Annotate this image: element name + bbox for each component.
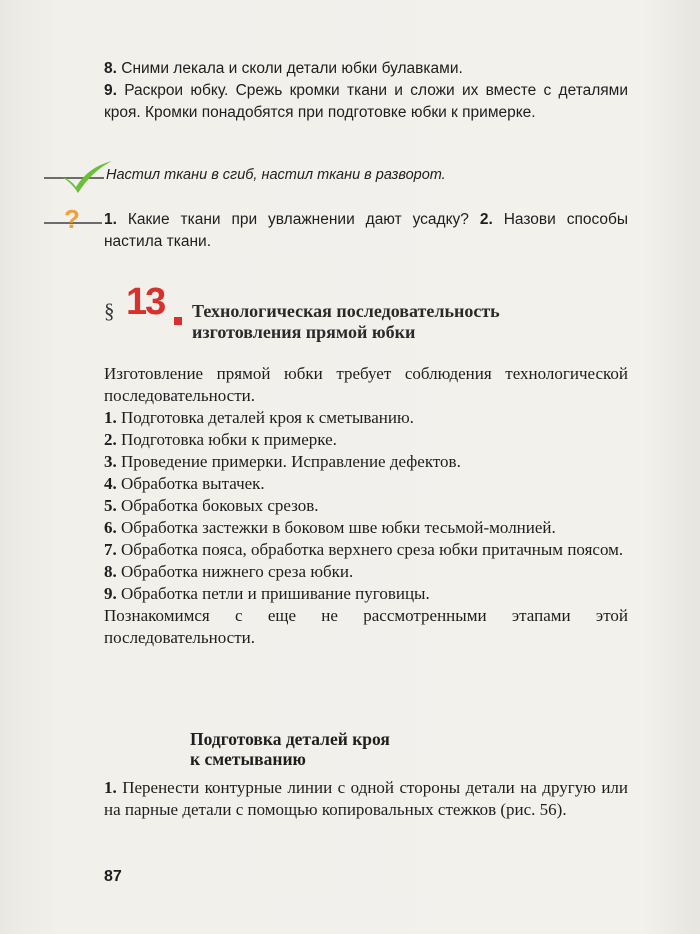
sequence-item: 5. Обработка боковых срезов. [104, 496, 319, 515]
sub-step-text: 1. Перенести контурные линии с одной стороны детали на другую или на парные детали с помощью копировальных стежков (рис. 56). [104, 778, 629, 819]
questions-text: 1. Какие ткани при увлажнении дают усадку? 2. Назови способы настила ткани. [104, 211, 629, 250]
paragraph-number: 13 [126, 281, 165, 323]
page-number: 87 [104, 868, 122, 885]
key-terms-row [44, 163, 644, 193]
sequence-item: 3. Проведение примерки. Исправление дефектов. [104, 452, 461, 471]
sequence-item: 8. Обработка нижнего среза юбки. [104, 562, 354, 581]
key-terms-text: Настил ткани в сгиб, настил ткани в разворот. [106, 167, 446, 183]
sub-step [104, 777, 628, 821]
subheading: Подготовка деталей кроя к сметыванию [190, 729, 390, 769]
step-9: 9. Раскрои юбку. Срежь кромки ткани и сложи их вместе с деталями кроя. Кромки понадобятся при подготовке юбки к примерке. [104, 82, 628, 121]
intro-paragraph: Изготовление прямой юбки требует соблюдения технологической последовательности. [104, 364, 628, 405]
step-8: 8. Сними лекала и сколи детали юбки булавками. [104, 60, 463, 77]
paragraph-title: Технологическая последовательность изготовления прямой юбки [192, 301, 500, 342]
body-text [104, 363, 628, 649]
sequence-item: 7. Обработка пояса, обработка верхнего среза юбки притачным поясом. [104, 540, 624, 559]
sequence-item: 9. Обработка петли и пришивание пуговицы. [104, 584, 430, 603]
outro-paragraph: Познакомимся с еще не рассмотренными этапами этой последовательности. [104, 606, 628, 647]
paragraph-dot [174, 317, 182, 325]
steps-top [104, 58, 628, 124]
sequence-item: 2. Подготовка юбки к примерке. [104, 430, 337, 449]
sequence-item: 4. Обработка вытачек. [104, 474, 265, 493]
sequence-item: 6. Обработка застежки в боковом шве юбки тесьмой-молнией. [104, 518, 556, 537]
paragraph-sign: § [104, 299, 115, 323]
question-icon: ? [64, 204, 80, 234]
paragraph-heading [104, 281, 644, 351]
questions [104, 209, 628, 253]
sequence-item: 1. Подготовка деталей кроя к сметыванию. [104, 408, 414, 427]
